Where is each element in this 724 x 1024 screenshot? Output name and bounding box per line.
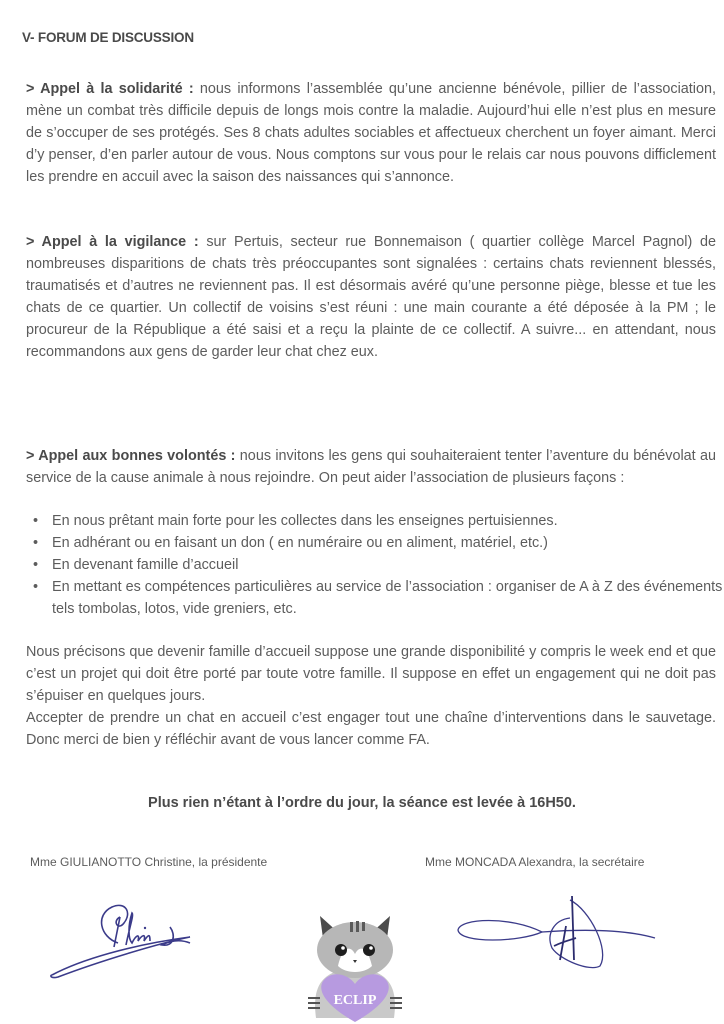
list-item <box>33 532 724 554</box>
secretary-signature-label: Mme MONCADA Alexandra, la secrétaire <box>425 855 645 869</box>
paragraph-vigilance <box>26 231 716 363</box>
list-item-text: En adhérant ou en faisant un don ( en numéraire ou en aliment, matériel, etc.) <box>52 535 548 551</box>
paragraph-text: nous informons l’assemblée qu’une ancienne bénévole, pillier de l’association, mène un combat très difficile depuis de longs mois contre la maladie. Aujourd’hui elle n’est plus en mesure de s’occuper de ses protégés. Ses 8 chats adultes sociables et affectueux cherchent un foyer aimant. Merci d’y penser, d’en parler autour de vous. Nous comptons sur vous pour le relais car nous pouvons difficlement les prendre en accuil avec la saison des naissances qui s’annonce. <box>26 81 716 185</box>
paragraph-text: sur Pertuis, secteur rue Bonnemaison ( quartier collège Marcel Pagnol) de nombreuses disparitions de chats très préoccupantes sont signalées : certains chats reviennent blessés, traumatisés et d’autres ne reviennent pas. Il est désormais avéré qu’une personne piège, blesse et tue les chats de ce quartier. Un collectif de voisins s’est réuni : une main courante a été déposée à la PM ; le procureur de la République a été saisi et a reçu la plainte de ce collectif. A suivre... en attendant, nous recommandons aux gens de garder leur chat chez eux. <box>26 234 716 360</box>
help-ways-list <box>26 510 724 620</box>
paragraph-foster-family: Nous précisons que devenir famille d’accueil suppose une grande disponibilité y compris le week end et que c’est un projet qui doit être porté par toute votre famille. Il suppose en effet un engagement qui ne doit pas s’épuiser en quelques jours. <box>26 644 716 704</box>
list-item <box>33 554 724 576</box>
bullet-icon: • <box>33 579 39 595</box>
bullet-icon: • <box>33 513 39 529</box>
paragraph-label: > Appel à la vigilance : <box>26 234 199 250</box>
list-item <box>33 576 724 620</box>
paragraph-label: > Appel aux bonnes volontés : <box>26 448 236 464</box>
closing-statement: Plus rien n’étant à l’ordre du jour, la séance est levée à 16H50. <box>148 795 576 811</box>
logo-text: ECLIP <box>333 993 377 1008</box>
paragraph-accept: Accepter de prendre un chat en accueil c’est engager tout une chaîne d’interventions dans le sauvetage. Donc merci de bien y réfléchir avant de vous lancer comme FA. <box>26 710 716 748</box>
list-item-text: En devenant famille d’accueil <box>52 557 239 573</box>
list-item <box>33 510 724 532</box>
paragraph-label: > Appel à la solidarité : <box>26 81 194 97</box>
president-signature-label: Mme GIULIANOTTO Christine, la présidente <box>30 855 268 869</box>
secretary-signature <box>450 890 670 980</box>
list-item-text: En nous prêtant main forte pour les collectes dans les enseignes pertuisiennes. <box>52 513 558 529</box>
paragraph-bonnes-volontes <box>26 445 716 489</box>
bullet-icon: • <box>33 535 39 551</box>
section-heading: V- FORUM DE DISCUSSION <box>22 30 194 45</box>
paragraph-solidarite <box>26 78 716 188</box>
paragraph-text: nous invitons les gens qui souhaiteraient tenter l’aventure du bénévolat au service de la cause animale à nous rejoindre. On peut aider l’association de plusieurs façons : <box>26 448 717 486</box>
eclip-logo <box>300 908 410 1024</box>
list-item-text: En mettant es compétences particulières au service de l’association : organiser de A à Z des événements tels tombolas, lotos, vide greniers, etc. <box>52 579 723 617</box>
bullet-icon: • <box>33 557 39 573</box>
president-signature <box>40 895 210 985</box>
